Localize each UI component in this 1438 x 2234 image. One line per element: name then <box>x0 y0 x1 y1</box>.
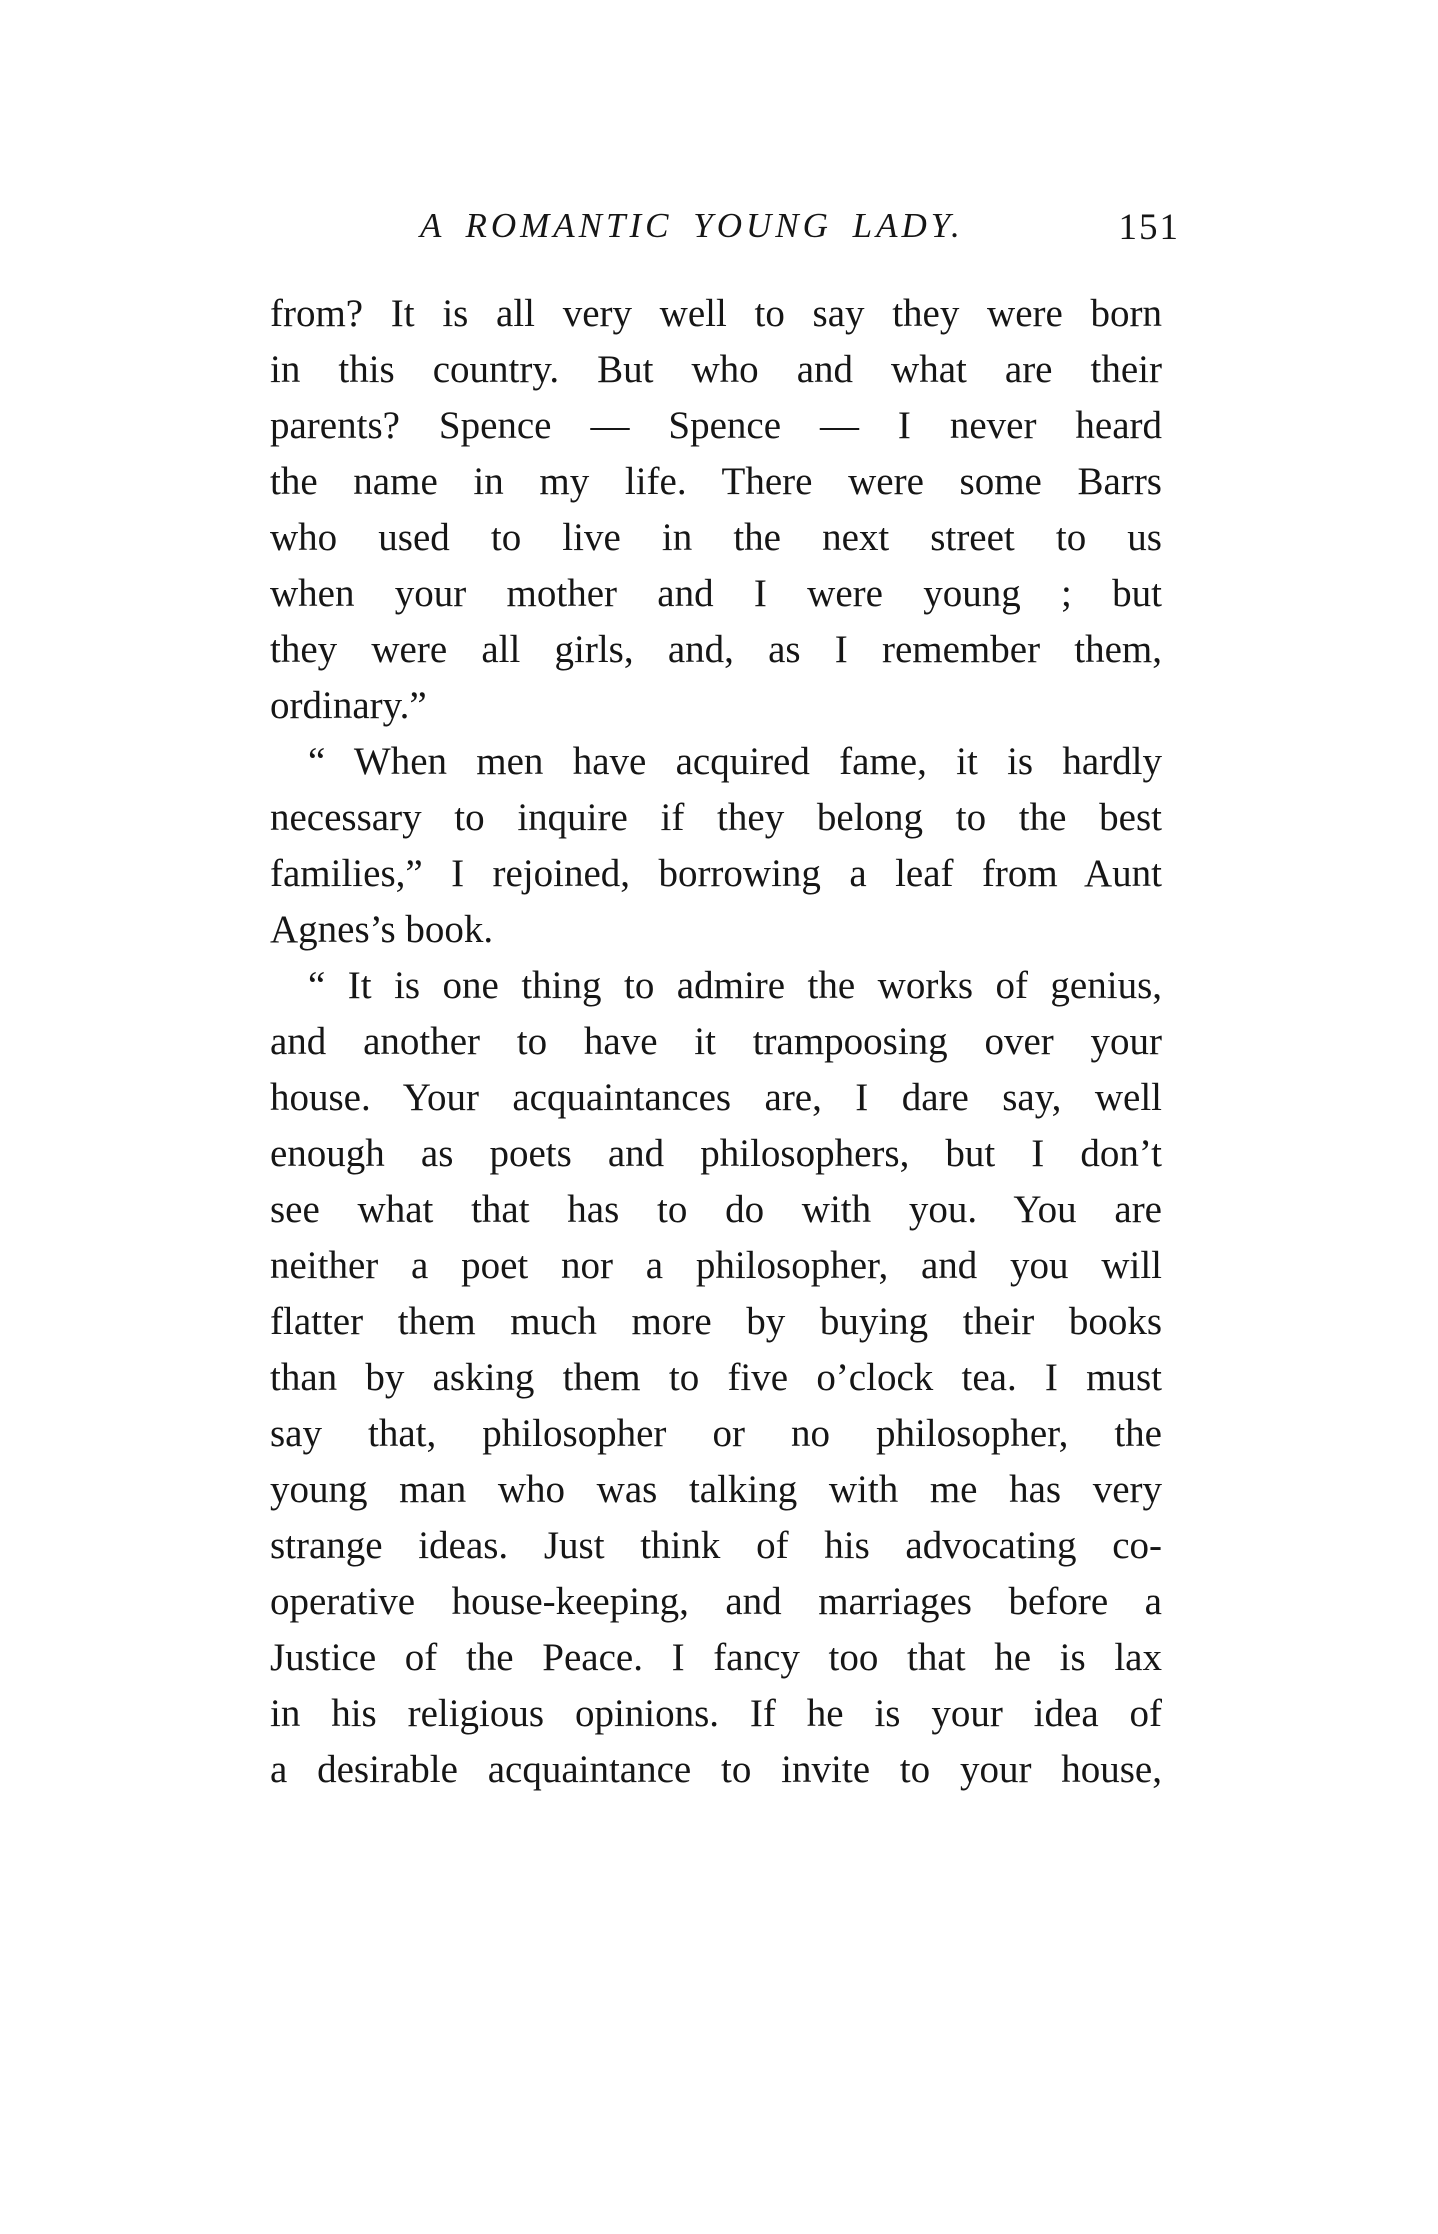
text-line: Justice of the Peace. I fancy too that he is lax <box>270 1636 1162 1679</box>
text-line: in his religious opinions. If he is your idea of <box>270 1692 1162 1735</box>
text-line: in this country. But who and what are their <box>270 348 1162 391</box>
text-line: house. Your acquaintances are, I dare say, well <box>270 1076 1162 1119</box>
text-line: parents? Spence — Spence — I never heard <box>270 404 1162 447</box>
text-line: Agnes’s book. <box>270 908 494 951</box>
text-line: young man who was talking with me has very <box>270 1468 1162 1511</box>
text-line: “ When men have acquired fame, it is hardly <box>308 740 1162 783</box>
page-number: 151 <box>1118 207 1180 248</box>
text-line: the name in my life. There were some Barrs <box>270 460 1162 503</box>
text-line: “ It is one thing to admire the works of genius, <box>308 964 1162 1007</box>
text-line: families,” I rejoined, borrowing a leaf from Aunt <box>270 852 1162 895</box>
text-line: a desirable acquaintance to invite to your house, <box>270 1748 1162 1791</box>
text-line: neither a poet nor a philosopher, and you will <box>270 1244 1162 1287</box>
text-line: enough as poets and philosophers, but I don’t <box>270 1132 1162 1175</box>
running-title: A ROMANTIC YOUNG LADY. <box>420 206 964 245</box>
text-line: operative house-keeping, and marriages before a <box>270 1580 1162 1623</box>
text-line: and another to have it trampoosing over your <box>270 1020 1162 1063</box>
text-line: they were all girls, and, as I remember them, <box>270 628 1162 671</box>
text-line: who used to live in the next street to us <box>270 516 1162 559</box>
text-line: flatter them much more by buying their books <box>270 1300 1162 1343</box>
text-line: when your mother and I were young ; but <box>270 572 1162 615</box>
text-line: say that, philosopher or no philosopher, the <box>270 1412 1162 1455</box>
body-text <box>270 286 1162 1798</box>
text-line: ordinary.” <box>270 684 427 727</box>
text-line: from? It is all very well to say they were born <box>270 292 1162 335</box>
text-line: than by asking them to five o’clock tea. I must <box>270 1356 1162 1399</box>
text-line: strange ideas. Just think of his advocating co- <box>270 1524 1162 1567</box>
text-line: see what that has to do with you. You are <box>270 1188 1162 1231</box>
text-line: necessary to inquire if they belong to the best <box>270 796 1162 839</box>
running-head <box>270 196 1180 256</box>
